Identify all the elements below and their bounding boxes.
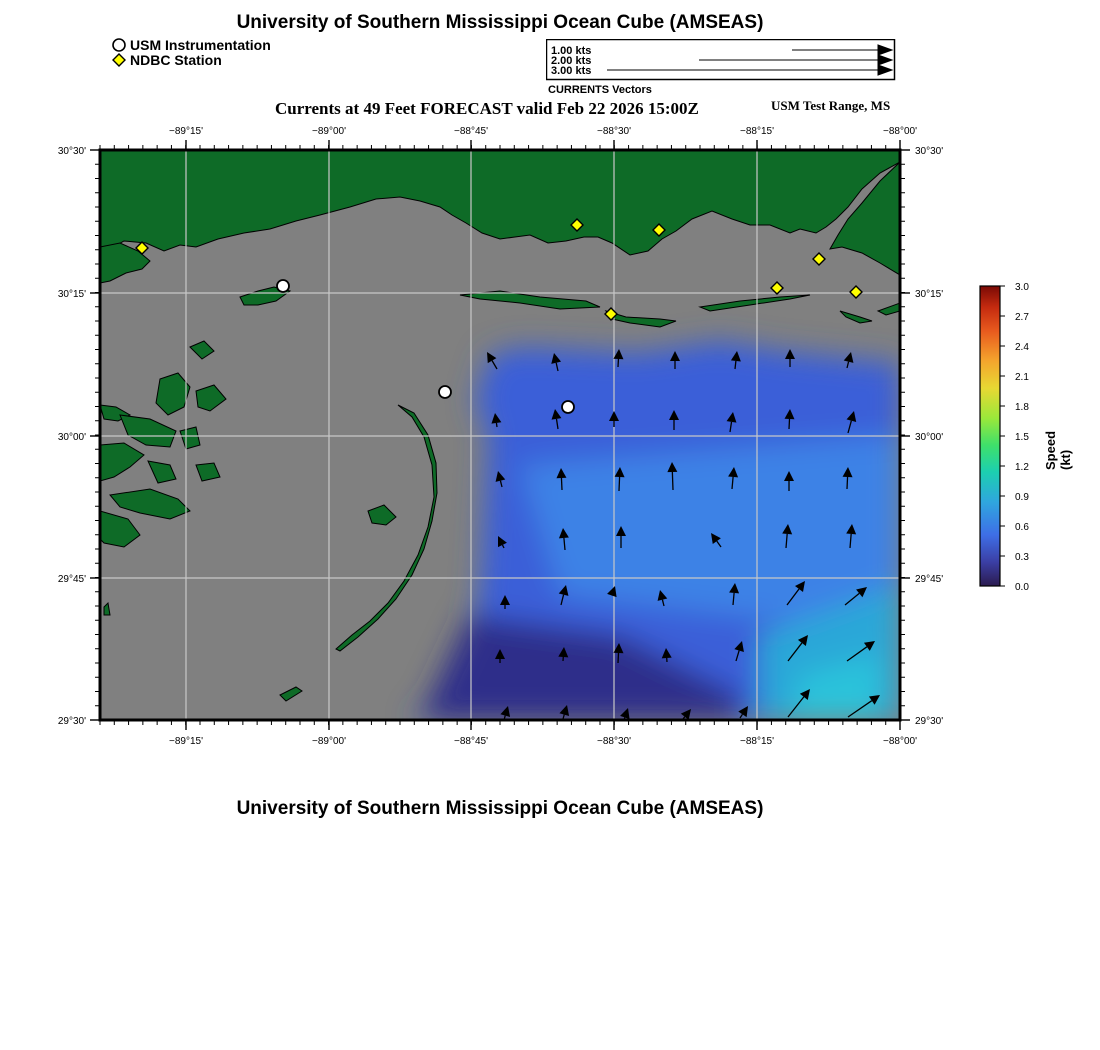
lon-label: −88°15' <box>740 736 774 747</box>
lat-label: 29°30' <box>57 716 86 727</box>
lon-label: −89°00' <box>312 736 346 747</box>
legend-usm <box>112 37 271 53</box>
lat-label: 30°15' <box>915 289 944 300</box>
map-title: University of Southern Mississippi Ocean Cube (AMSEAS) <box>236 12 764 33</box>
lat-labels-right <box>915 146 943 727</box>
colorbar-tick-label: 0.6 <box>1015 522 1029 533</box>
lon-label: −88°00' <box>883 736 917 747</box>
lat-label: 30°00' <box>915 432 944 443</box>
vector-caption: CURRENTS Vectors <box>548 84 652 96</box>
region-label: USM Test Range, MS <box>771 98 891 113</box>
vector-scale-label-2: 2.00 kts <box>551 55 592 67</box>
colorbar-ticks <box>1000 282 1029 593</box>
usm-station-marker <box>562 401 574 413</box>
speed-field <box>410 341 900 720</box>
vector-scale-label-1: 1.00 kts <box>551 45 592 57</box>
colorbar-tick-label: 3.0 <box>1015 282 1029 293</box>
lat-label: 29°45' <box>915 574 944 585</box>
lon-label: −88°45' <box>454 736 488 747</box>
lon-label: −88°30' <box>597 736 631 747</box>
lon-label: −89°15' <box>169 126 203 137</box>
lat-label: 30°30' <box>57 146 86 157</box>
colorbar-tick-label: 2.7 <box>1015 312 1029 323</box>
legend-ndbc-label: NDBC Station <box>130 52 222 68</box>
colorbar-tick-label: 2.4 <box>1015 342 1029 353</box>
lat-label: 30°00' <box>57 432 86 443</box>
colorbar-tick-label: 1.2 <box>1015 462 1029 473</box>
lat-label: 29°45' <box>57 574 86 585</box>
colorbar-gradient <box>980 286 1000 586</box>
usm-station-marker <box>439 386 451 398</box>
ndbc-diamond-icon <box>112 53 126 67</box>
forecast-subtitle: Currents at 49 Feet FORECAST valid Feb 22 2026 15:00Z <box>275 99 699 118</box>
lon-label: −88°00' <box>883 126 917 137</box>
colorbar-tick-label: 1.8 <box>1015 402 1029 413</box>
lat-label: 30°30' <box>915 146 944 157</box>
lon-labels-top <box>169 126 917 137</box>
colorbar-label: Speed (kt) <box>1043 430 1073 470</box>
lon-label: −88°45' <box>454 126 488 137</box>
usm-circle-icon <box>112 38 126 52</box>
colorbar-tick-label: 2.1 <box>1015 372 1029 383</box>
lon-label: −88°15' <box>740 126 774 137</box>
colorbar-tick-label: 0.9 <box>1015 492 1029 503</box>
lon-label: −88°30' <box>597 126 631 137</box>
legend-usm-label: USM Instrumentation <box>130 37 271 53</box>
lat-labels-left <box>58 146 86 727</box>
usm-station-marker <box>277 280 289 292</box>
vector-scale-label-3: 3.00 kts <box>551 65 592 77</box>
colorbar-tick-label: 0.0 <box>1015 582 1029 593</box>
speed-colorbar <box>970 278 1040 598</box>
current-map <box>0 115 960 755</box>
colorbar-tick-label: 0.3 <box>1015 552 1029 563</box>
lon-labels-bottom <box>169 736 917 747</box>
legend-ndbc <box>112 52 222 68</box>
lat-label: 29°30' <box>915 716 944 727</box>
lon-label: −89°15' <box>169 736 203 747</box>
lat-label: 30°15' <box>57 289 86 300</box>
footer-title: University of Southern Mississippi Ocean Cube (AMSEAS) <box>236 798 764 819</box>
vector-scale-legend <box>546 39 896 81</box>
lon-label: −89°00' <box>312 126 346 137</box>
colorbar-tick-label: 1.5 <box>1015 432 1029 443</box>
